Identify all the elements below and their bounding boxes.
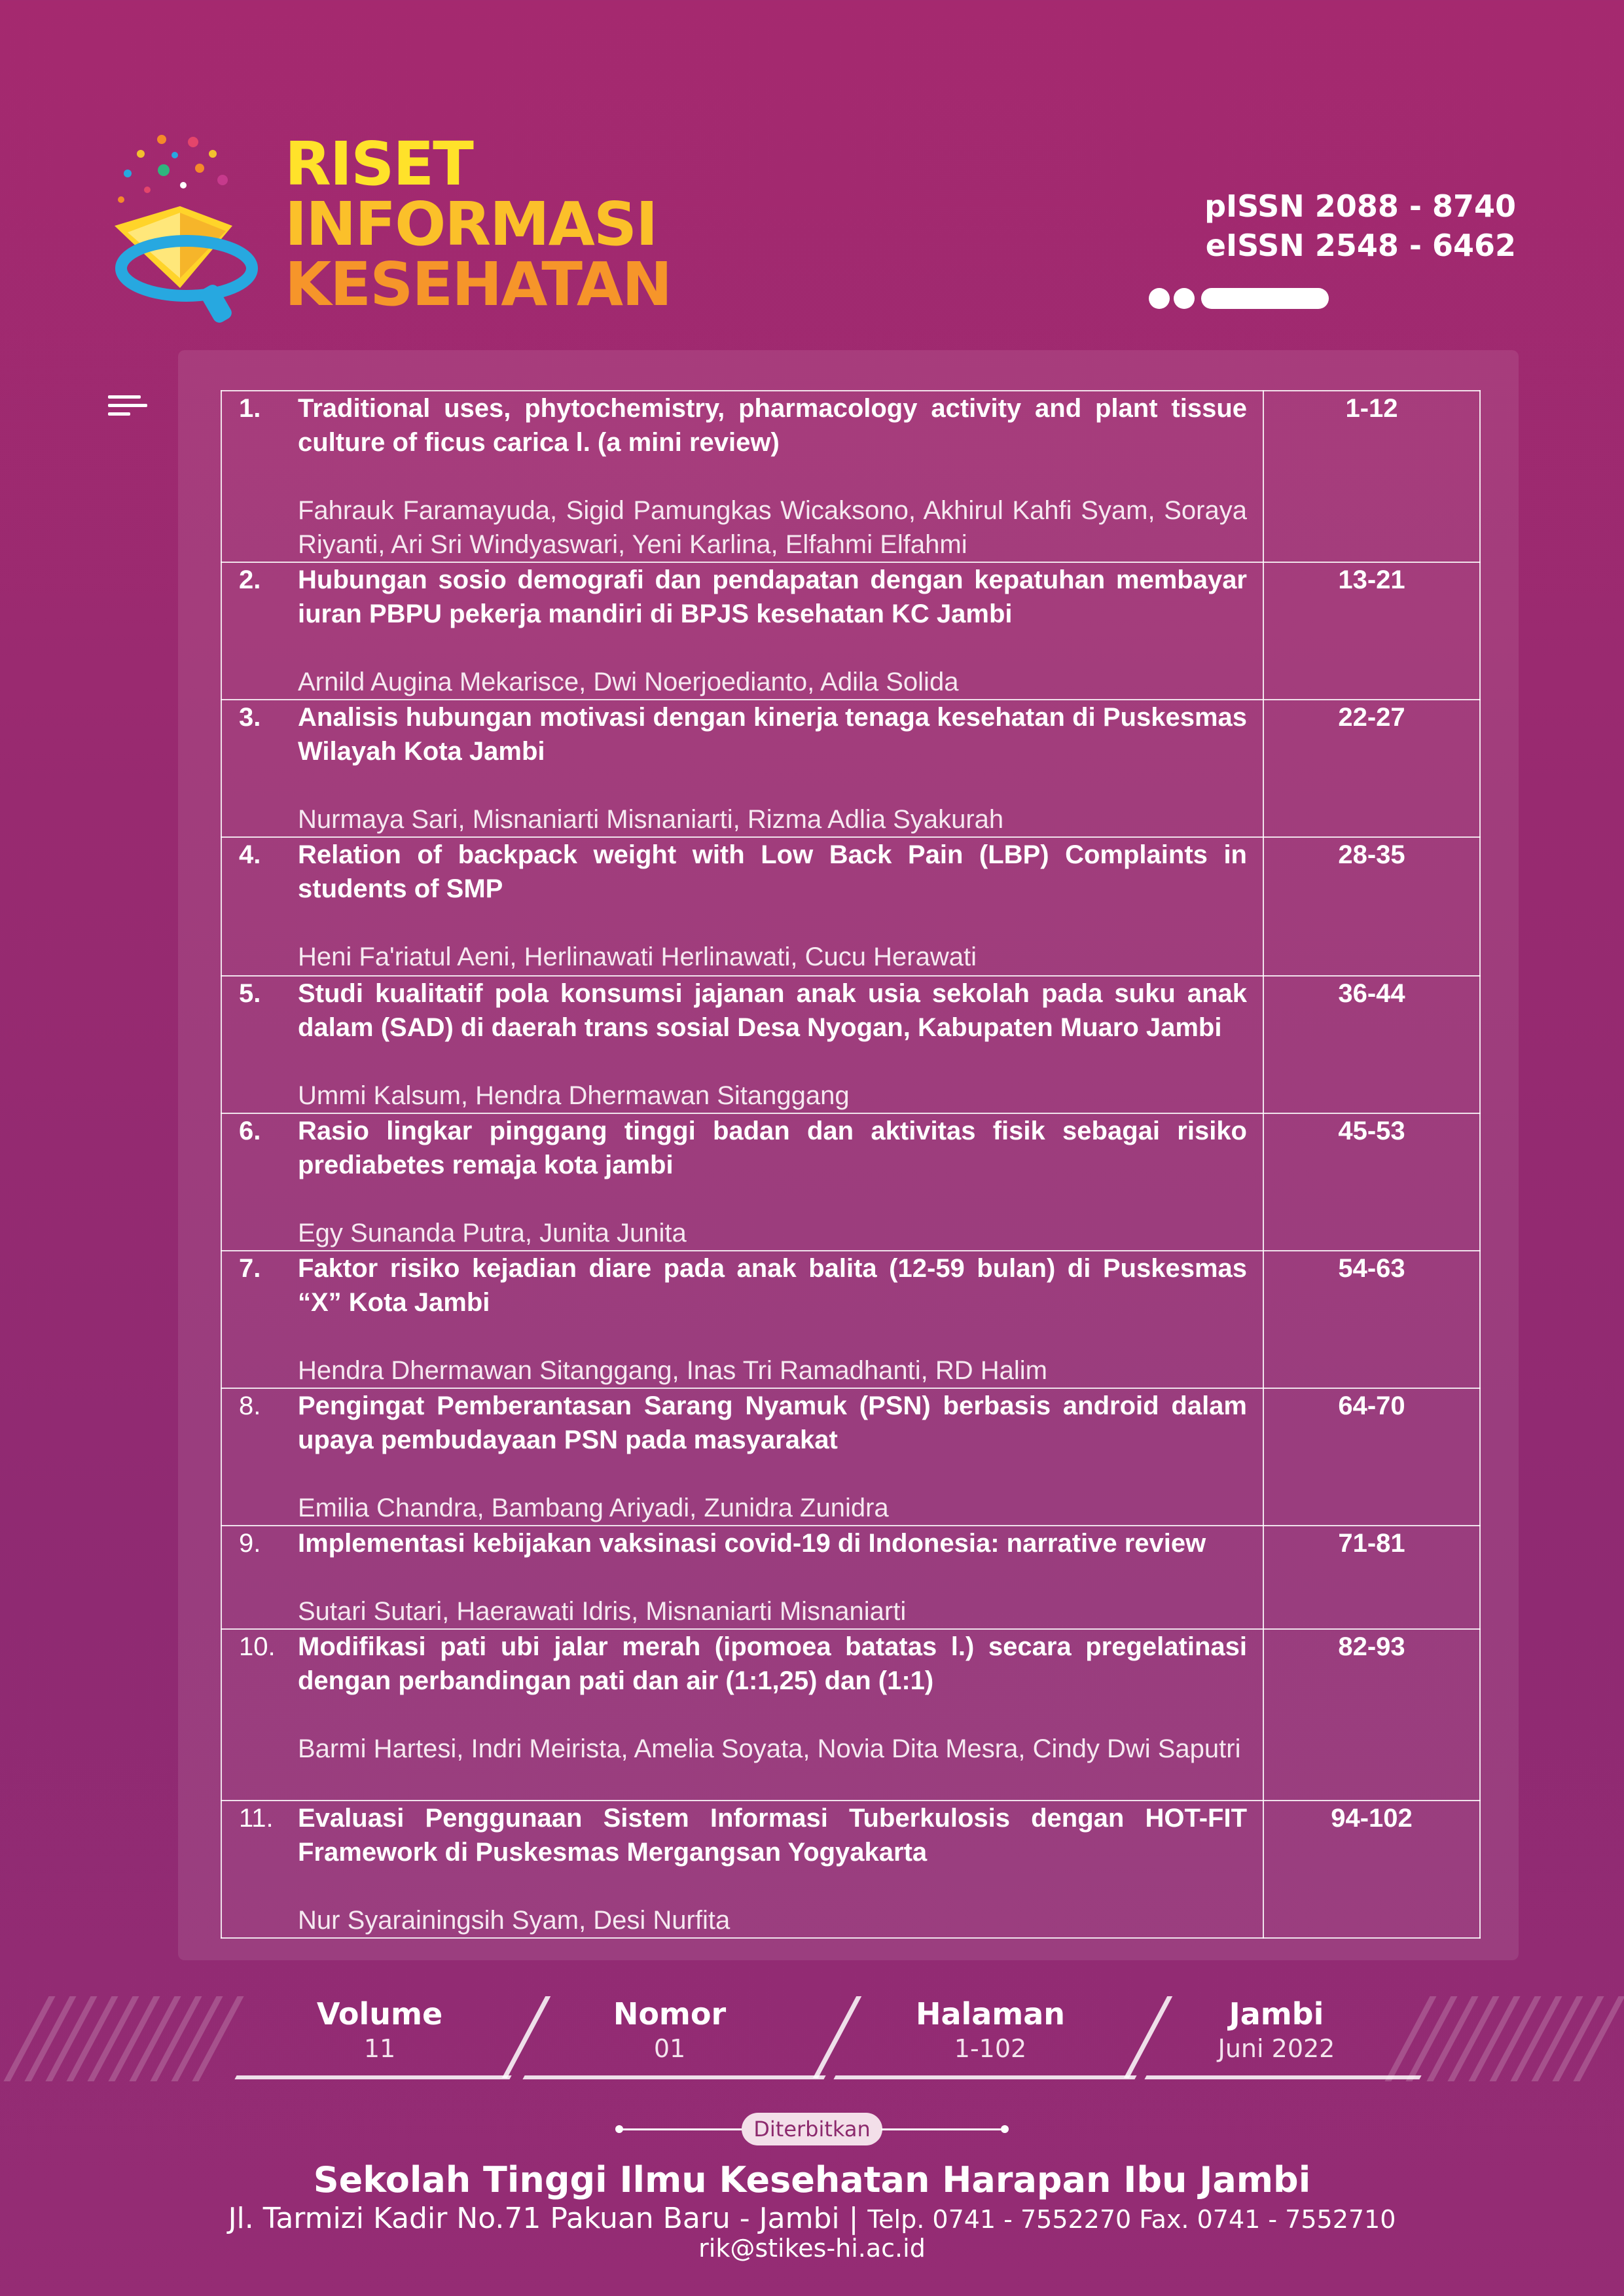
article-authors: Ummi Kalsum, Hendra Dhermawan Sitanggang xyxy=(298,1081,850,1110)
table-of-contents xyxy=(221,390,1481,1939)
info-underline xyxy=(833,2075,1136,2079)
article-cell xyxy=(221,976,1263,1113)
article-authors: Fahrauk Faramayuda, Sigid Pamungkas Wicaksono, Akhirul Kahfi Syam, Soraya Riyanti, Ari Sri Windyaswari, Yeni Karlina, Elfahmi Elfahmi xyxy=(298,496,1247,559)
article-authors: Emilia Chandra, Bambang Ariyadi, Zunidra Zunidra xyxy=(298,1494,889,1522)
info-underline xyxy=(234,2075,511,2079)
page-range-cell xyxy=(1263,976,1480,1113)
page-range: 13-21 xyxy=(1338,565,1405,594)
article-number: 5. xyxy=(239,979,261,1008)
page-range-cell xyxy=(1263,562,1480,700)
article-authors: Nur Syarainingsih Syam, Desi Nurfita xyxy=(298,1906,731,1935)
page-range: 22-27 xyxy=(1338,703,1405,732)
article-authors: Barmi Hartesi, Indri Meirista, Amelia Soyata, Novia Dita Mesra, Cindy Dwi Saputri xyxy=(298,1734,1241,1763)
article-number: 7. xyxy=(239,1254,261,1283)
toc-row xyxy=(221,391,1480,562)
divider-dot xyxy=(1001,2125,1009,2133)
published-badge: Diterbitkan xyxy=(742,2113,882,2145)
phone-fax: Telp. 0741 - 7552270 Fax. 0741 - 7552710 xyxy=(867,2205,1396,2234)
toc-body xyxy=(221,391,1480,1938)
article-title[interactable]: Studi kualitatif pola konsumsi jajanan anak usia sekolah pada suku anak dalam (SAD) di daerah trans sosial Desa Nyogan, Kabupaten Muaro Jambi xyxy=(298,979,1247,1042)
info-volume-label: Volume xyxy=(316,1996,443,2032)
page-range-cell xyxy=(1263,837,1480,976)
issn-block xyxy=(1204,187,1516,265)
page-range: 64-70 xyxy=(1338,1391,1405,1420)
page-range: 71-81 xyxy=(1338,1529,1405,1558)
page-range: 28-35 xyxy=(1338,840,1405,869)
toc-row xyxy=(221,700,1480,837)
info-volume-value: 11 xyxy=(363,2034,396,2063)
divider-line xyxy=(622,2128,743,2130)
article-number: 2. xyxy=(239,565,261,594)
article-number: 11. xyxy=(239,1804,274,1833)
info-nomor-value: 01 xyxy=(653,2034,686,2063)
page-range-cell xyxy=(1263,1113,1480,1251)
dot-shape xyxy=(1174,288,1195,309)
toc-row xyxy=(221,1251,1480,1388)
dot-shape xyxy=(1149,288,1170,309)
article-number: 10. xyxy=(239,1632,276,1661)
article-cell xyxy=(221,700,1263,837)
toc-row xyxy=(221,562,1480,700)
page-range: 94-102 xyxy=(1331,1804,1413,1833)
info-place-label: Jambi xyxy=(1229,1996,1324,2032)
book-magnifier-logo-icon xyxy=(101,128,265,324)
info-underline xyxy=(1144,2075,1421,2079)
info-place-date xyxy=(1159,1995,1394,2064)
page-range-cell xyxy=(1263,700,1480,837)
page-range-cell xyxy=(1263,391,1480,562)
toc-row xyxy=(221,1629,1480,1801)
email[interactable]: rik@stikes-hi.ac.id xyxy=(698,2234,926,2263)
article-authors: Hendra Dhermawan Sitanggang, Inas Tri Ramadhanti, RD Halim xyxy=(298,1356,1047,1385)
info-halaman-value: 1-102 xyxy=(954,2034,1027,2063)
page-range-cell xyxy=(1263,1251,1480,1388)
article-authors: Heni Fa'riatul Aeni, Herlinawati Herlinawati, Cucu Herawati xyxy=(298,942,977,971)
article-title[interactable]: Traditional uses, phytochemistry, pharmacology activity and plant tissue culture of ficus carica l. (a mini review) xyxy=(298,394,1247,457)
article-title[interactable]: Implementasi kebijakan vaksinasi covid-19 di Indonesia: narrative review xyxy=(298,1529,1206,1558)
eissn: eISSN 2548 - 6462 xyxy=(1205,228,1516,263)
article-title[interactable]: Evaluasi Penggunaan Sistem Informasi Tuberkulosis dengan HOT-FIT Framework di Puskesmas Mergangsan Yogyakarta xyxy=(298,1804,1247,1867)
journal-title-line-1: RISET xyxy=(285,129,473,199)
article-cell xyxy=(221,1801,1263,1938)
pill-shape xyxy=(1201,288,1329,309)
article-cell xyxy=(221,391,1263,562)
article-authors: Arnild Augina Mekarisce, Dwi Noerjoedianto, Adila Solida xyxy=(298,668,959,696)
info-nomor xyxy=(552,1995,787,2064)
article-cell xyxy=(221,1526,1263,1629)
info-volume xyxy=(262,1995,497,2064)
pissn: pISSN 2088 - 8740 xyxy=(1204,188,1516,224)
article-number: 1. xyxy=(239,394,261,423)
address: Jl. Tarmizi Kadir No.71 Pakuan Baru - Jambi | xyxy=(228,2202,859,2235)
page-range: 45-53 xyxy=(1338,1117,1405,1145)
page-range-cell xyxy=(1263,1801,1480,1938)
article-number: 6. xyxy=(239,1117,261,1145)
info-underline xyxy=(522,2075,825,2079)
toc-row xyxy=(221,976,1480,1113)
info-halaman xyxy=(873,1995,1108,2064)
page-range: 54-63 xyxy=(1338,1254,1405,1283)
journal-title-line-2: INFORMASI xyxy=(285,189,657,259)
toc-row xyxy=(221,1801,1480,1938)
article-cell xyxy=(221,1388,1263,1526)
toc-row xyxy=(221,1388,1480,1526)
article-authors: Nurmaya Sari, Misnaniarti Misnaniarti, Rizma Adlia Syakurah xyxy=(298,805,1004,834)
article-title[interactable]: Analisis hubungan motivasi dengan kinerja tenaga kesehatan di Puskesmas Wilayah Kota Jambi xyxy=(298,703,1247,766)
article-title[interactable]: Relation of backpack weight with Low Back Pain (LBP) Complaints in students of SMP xyxy=(298,840,1247,903)
info-nomor-label: Nomor xyxy=(613,1996,727,2032)
toc-row xyxy=(221,1526,1480,1629)
toc-row xyxy=(221,1113,1480,1251)
page-range-cell xyxy=(1263,1629,1480,1801)
divider-line xyxy=(881,2128,1002,2130)
article-title[interactable]: Pengingat Pemberantasan Sarang Nyamuk (PSN) berbasis android dalam upaya pembudayaan PSN pada masyarakat xyxy=(298,1391,1247,1454)
journal-title-line-3: KESEHATAN xyxy=(285,249,672,319)
info-date-value: Juni 2022 xyxy=(1218,2034,1335,2063)
article-title[interactable]: Faktor risiko kejadian diare pada anak balita (12-59 bulan) di Puskesmas “X” Kota Jambi xyxy=(298,1254,1247,1317)
info-halaman-label: Halaman xyxy=(915,1996,1066,2032)
article-number: 9. xyxy=(239,1529,261,1558)
page-range-cell xyxy=(1263,1388,1480,1526)
article-number: 8. xyxy=(239,1391,261,1420)
menu-lines-icon xyxy=(108,395,147,419)
journal-title xyxy=(285,129,672,319)
article-cell xyxy=(221,1629,1263,1801)
article-cell xyxy=(221,837,1263,976)
toc-row xyxy=(221,837,1480,976)
article-number: 4. xyxy=(239,840,261,869)
page-range: 1-12 xyxy=(1345,394,1398,423)
article-number: 3. xyxy=(239,703,261,732)
institution-name: Sekolah Tinggi Ilmu Kesehatan Harapan Ibu Jambi xyxy=(313,2159,1311,2200)
page-range: 82-93 xyxy=(1338,1632,1405,1661)
article-title[interactable]: Hubungan sosio demografi dan pendapatan dengan kepatuhan membayar iuran PBPU pekerja mandiri di BPJS kesehatan KC Jambi xyxy=(298,565,1247,628)
page-range: 36-44 xyxy=(1338,979,1405,1008)
article-title[interactable]: Rasio lingkar pinggang tinggi badan dan aktivitas fisik sebagai risiko prediabetes remaja kota jambi xyxy=(298,1117,1247,1179)
article-authors: Egy Sunanda Putra, Junita Junita xyxy=(298,1219,687,1247)
article-cell xyxy=(221,562,1263,700)
article-authors: Sutari Sutari, Haerawati Idris, Misnaniarti Misnaniarti xyxy=(298,1597,907,1626)
article-cell xyxy=(221,1251,1263,1388)
article-title[interactable]: Modifikasi pati ubi jalar merah (ipomoea batatas l.) secara pregelatinasi dengan perbandingan pati dan air (1:1,25) dan (1:1) xyxy=(298,1632,1247,1695)
article-cell xyxy=(221,1113,1263,1251)
page-range-cell xyxy=(1263,1526,1480,1629)
